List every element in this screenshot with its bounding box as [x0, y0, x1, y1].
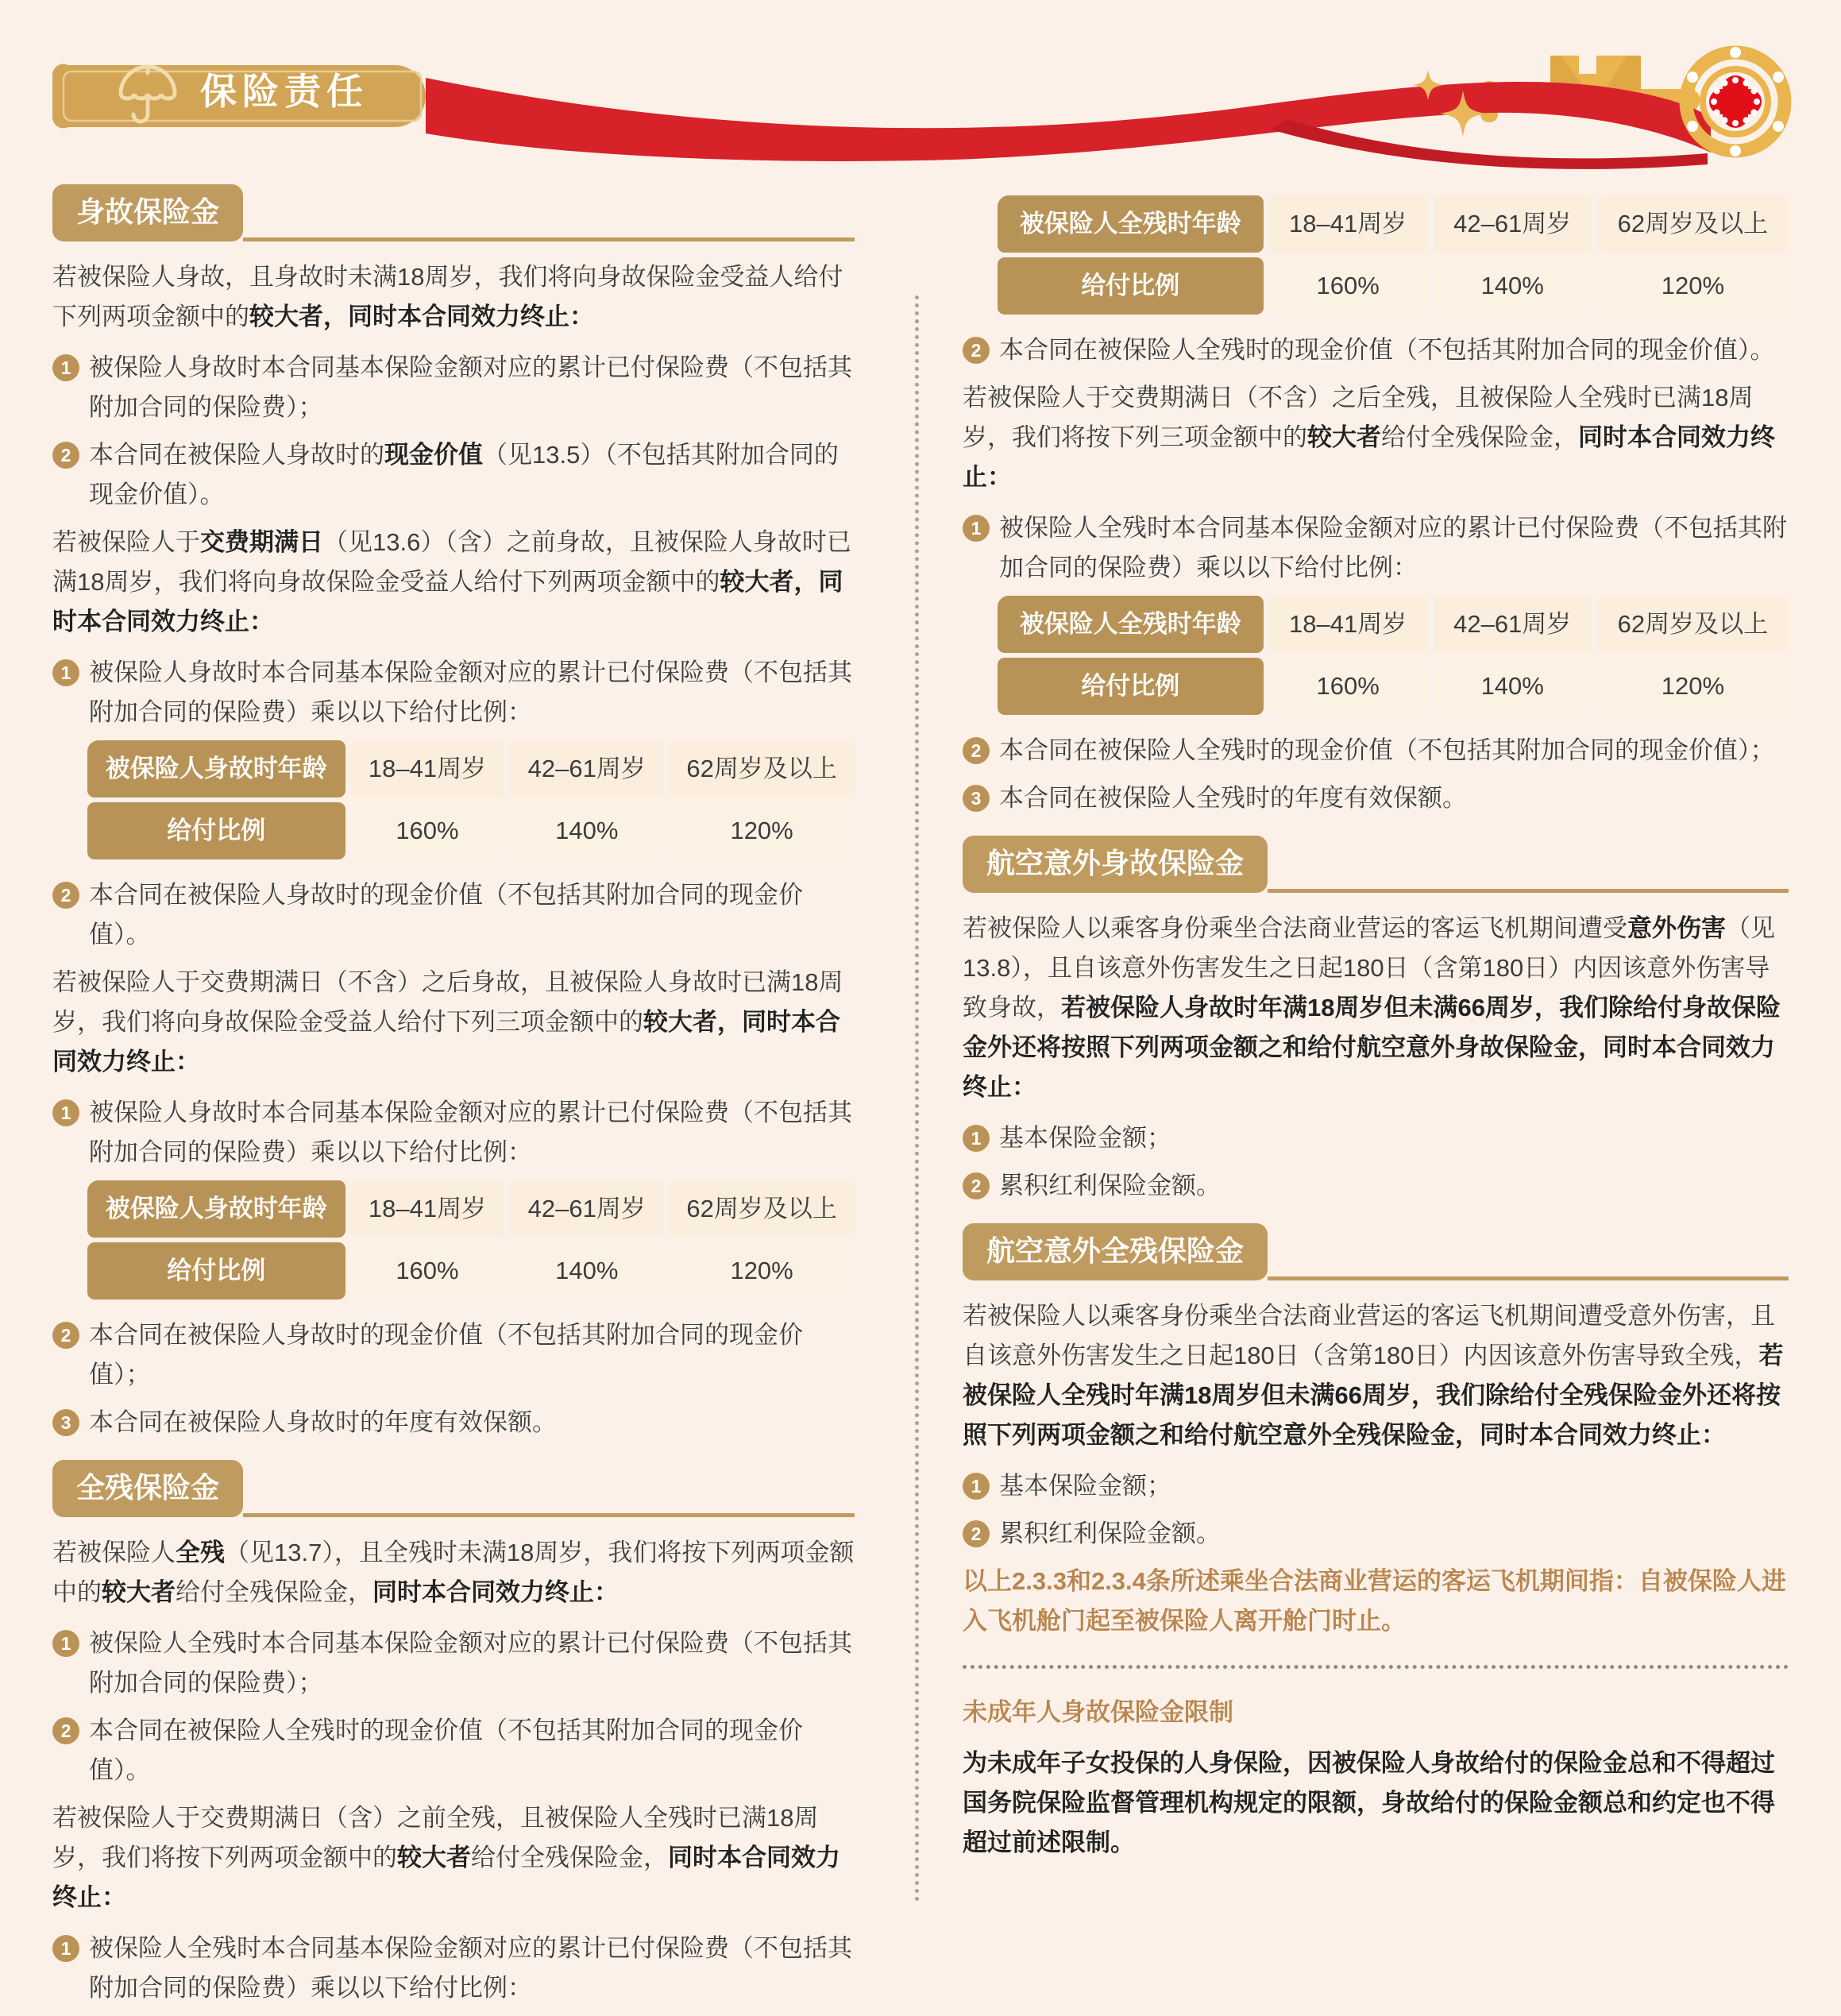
table-cell: 160%	[350, 802, 505, 859]
table-cell: 18–41周岁	[350, 740, 505, 798]
text-segment: 较大者，同时本合同效力终止：	[249, 303, 594, 330]
table-cell: 140%	[509, 1242, 664, 1300]
list-item-text	[89, 875, 855, 955]
table-header-cell: 给付比例	[998, 658, 1264, 715]
table-cell: 42–61周岁	[1433, 596, 1592, 653]
list-number-badge: 1	[52, 659, 79, 686]
list-number-badge: 1	[52, 354, 79, 381]
text-segment: 意外伤害	[1627, 914, 1726, 942]
section-heading	[963, 836, 1789, 893]
text-segment: 全残	[176, 1539, 225, 1566]
list-number-badge: 2	[52, 1717, 79, 1744]
table-header-cell: 给付比例	[87, 802, 345, 859]
section-heading-rule	[243, 238, 855, 241]
table-header-cell: 被保险人身故时年龄	[87, 740, 345, 798]
list-item-text	[999, 1118, 1789, 1158]
text-segment: 若被保险人	[52, 1539, 176, 1566]
list-item	[963, 330, 1789, 370]
section-heading-rule	[1268, 1276, 1789, 1280]
text-segment: 若被保险人于	[52, 528, 200, 556]
table-cell: 140%	[1433, 658, 1592, 715]
paragraph	[963, 909, 1789, 1107]
list-item	[52, 435, 855, 515]
text-segment: 较大者	[1307, 423, 1381, 451]
list-item	[52, 1711, 855, 1790]
text-segment: 本合同在被保险人身故时的现金价值（不包括其附加合同的现金价值）；	[89, 1321, 803, 1388]
text-segment: 累积红利保险金额。	[999, 1520, 1221, 1547]
table-cell: 62周岁及以上	[1597, 195, 1789, 253]
table-row	[87, 1242, 855, 1300]
text-segment: 被保险人身故时本合同基本保险金额对应的累计已付保险费（不包括其附加合同的保险费）乘以以下给付比例：	[89, 1099, 852, 1166]
list-item-text	[89, 653, 855, 732]
text-segment: （见13.7），且全残时未满18周岁，我们将按下列两项金额中的	[52, 1539, 855, 1606]
text-segment: 本合同在被保险人身故时的现金价值（不包括其附加合同的现金价值）。	[89, 881, 803, 948]
text-segment: 同时本合同效力终止：	[372, 1578, 619, 1606]
list-item	[963, 1466, 1789, 1506]
text-segment: 若被保险人于交费期满日（不含）之后身故，且被保险人身故时已满18周岁，我们将向身故保险金受益人给付下列三项金额中的	[52, 968, 843, 1036]
text-segment: 被保险人全残时本合同基本保险金额对应的累计已付保险费（不包括其附加合同的保险费）乘以以下给付比例：	[89, 1934, 852, 2002]
column-divider	[915, 295, 919, 1902]
table-cell: 62周岁及以上	[669, 1180, 855, 1238]
list-item-text	[999, 778, 1789, 818]
list-number-badge: 1	[963, 1125, 990, 1152]
list-number-badge: 3	[52, 1409, 79, 1436]
text-segment: 给付全残保险金，	[471, 1844, 668, 1871]
text-segment: 同时本合同效力终止：	[963, 423, 1775, 491]
section-heading-badge: 航空意外全残保险金	[963, 1223, 1268, 1280]
table-cell: 140%	[1433, 257, 1592, 315]
list-number-badge: 1	[52, 1630, 79, 1657]
list-item	[52, 1315, 855, 1395]
list-item-text	[999, 731, 1789, 770]
text-segment: （见13.6）（含）之前身故，且被保险人身故时已满18周岁，我们将向身故保险金受益人给付下列两项金额中的	[52, 528, 851, 596]
text-segment: 基本保险金额；	[999, 1472, 1171, 1500]
table-cell: 42–61周岁	[509, 740, 664, 798]
table-row	[87, 1180, 855, 1238]
list-item	[52, 1929, 855, 2008]
list-item-text	[89, 1711, 855, 1790]
text-segment: 同时本合同效力终止：	[52, 1844, 840, 1911]
list-number-badge: 2	[52, 882, 79, 909]
list-item-text	[999, 330, 1789, 370]
table-cell: 120%	[1597, 257, 1789, 315]
text-segment: 若被保险人以乘客身份乘坐合法商业营运的客运飞机期间遭受意外伤害，且自该意外伤害发生之日起180日（含第180日）内因该意外伤害导致全残，	[963, 1302, 1775, 1369]
text-segment: 被保险人全残时本合同基本保险金额对应的累计已付保险费（不包括其附加合同的保险费）；	[89, 1629, 852, 1697]
paragraph	[963, 1296, 1789, 1455]
table-header-cell: 给付比例	[87, 1242, 345, 1300]
table-row	[87, 802, 855, 859]
list-number-badge: 1	[52, 1099, 79, 1126]
paragraph	[52, 523, 855, 642]
dotted-divider	[963, 1665, 1789, 1669]
list-number-badge: 2	[963, 1172, 990, 1199]
list-number-badge: 3	[963, 785, 990, 812]
payout-ratio-table	[998, 195, 1789, 315]
list-item	[52, 1403, 855, 1442]
table-row	[998, 195, 1789, 253]
list-item	[963, 508, 1789, 588]
paragraph	[52, 963, 855, 1082]
table-cell: 160%	[1268, 257, 1428, 315]
list-number-badge: 1	[963, 1473, 990, 1500]
list-item	[52, 1624, 855, 1703]
list-item-text	[999, 508, 1789, 588]
section-heading-rule	[243, 1513, 855, 1517]
text-segment: 被保险人全残时本合同基本保险金额对应的累计已付保险费（不包括其附加合同的保险费）乘以以下给付比例：	[999, 514, 1787, 581]
list-item-text	[89, 435, 855, 515]
list-item-text	[89, 1093, 855, 1172]
table-cell: 120%	[669, 802, 855, 859]
text-segment: （见13.5）（不包括其附加合同的现金价值）。	[89, 441, 839, 508]
list-item-text	[89, 1403, 855, 1442]
list-number-badge: 2	[52, 442, 79, 469]
table-row	[998, 658, 1789, 715]
list-item-text	[999, 1466, 1789, 1506]
section-heading-badge: 航空意外身故保险金	[963, 836, 1268, 893]
subsection-heading: 未成年人身故保险金限制	[963, 1698, 1233, 1726]
text-segment: 现金价值	[384, 441, 483, 469]
left-column	[52, 184, 855, 2016]
section-heading	[52, 1460, 855, 1517]
list-item-text	[999, 1514, 1789, 1554]
paragraph	[963, 1744, 1789, 1863]
list-item	[963, 1166, 1789, 1206]
text-segment: 给付全残保险金，	[1381, 423, 1578, 451]
paragraph	[52, 1798, 855, 1918]
table-header-cell: 给付比例	[998, 257, 1264, 315]
text-segment: 本合同在被保险人身故时的	[89, 441, 384, 469]
table-cell: 140%	[509, 802, 664, 859]
list-item-text	[89, 1315, 855, 1395]
text-segment: 若被保险人以乘客身份乘坐合法商业营运的客运飞机期间遭受	[963, 914, 1627, 942]
section-heading-badge: 全残保险金	[52, 1460, 243, 1517]
section-heading-badge: 身故保险金	[52, 184, 243, 241]
text-segment: 较大者，同时本合同效力终止：	[52, 568, 843, 635]
text-segment: 被保险人身故时本合同基本保险金额对应的累计已付保险费（不包括其附加合同的保险费）；	[89, 353, 852, 421]
text-segment: 基本保险金额；	[999, 1124, 1171, 1152]
banner-title: 保险责任	[200, 71, 369, 112]
list-item	[52, 875, 855, 955]
text-segment: 被保险人身故时本合同基本保险金额对应的累计已付保险费（不包括其附加合同的保险费）乘以以下给付比例：	[89, 658, 852, 726]
payout-ratio-table	[998, 596, 1789, 715]
text-segment: 本合同在被保险人全残时的年度有效保额。	[999, 784, 1467, 812]
paragraph	[52, 1533, 855, 1612]
right-column	[963, 191, 1789, 1874]
list-number-badge: 2	[963, 1520, 990, 1547]
list-item	[963, 731, 1789, 770]
key-medal-ring	[1686, 47, 1785, 156]
text-segment: 本合同在被保险人全残时的现金价值（不包括其附加合同的现金价值）。	[89, 1717, 803, 1784]
list-number-badge: 1	[963, 515, 990, 542]
table-cell: 18–41周岁	[350, 1180, 505, 1238]
text-segment: 较大者	[102, 1578, 176, 1606]
list-item-text	[999, 1166, 1789, 1206]
page-banner	[0, 0, 1841, 183]
section-heading	[963, 1223, 1789, 1280]
table-cell: 18–41周岁	[1268, 596, 1428, 653]
list-item	[963, 778, 1789, 818]
list-number-badge: 2	[963, 737, 990, 764]
list-item	[963, 1118, 1789, 1158]
text-segment: 若被保险人于交费期满日（不含）之后全残，且被保险人全残时已满18周岁，我们将按下列三项金额中的	[963, 384, 1754, 451]
table-header-cell: 被保险人全残时年龄	[998, 596, 1264, 653]
text-segment: 若被保险人于交费期满日（含）之前全残，且被保险人全残时已满18周岁，我们将按下列两项金额中的	[52, 1804, 819, 1871]
list-item	[52, 653, 855, 732]
section-heading	[52, 184, 855, 241]
list-item-text	[89, 1929, 855, 2008]
notice-paragraph-gold	[963, 1562, 1789, 1641]
list-item-text	[89, 1624, 855, 1703]
list-item	[52, 348, 855, 427]
text-segment: 累积红利保险金额。	[999, 1172, 1221, 1199]
table-cell: 160%	[350, 1242, 505, 1300]
table-cell: 18–41周岁	[1268, 195, 1428, 253]
list-number-badge: 2	[963, 337, 990, 364]
table-cell: 42–61周岁	[509, 1180, 664, 1238]
list-item	[963, 1514, 1789, 1554]
text-segment: 为未成年子女投保的人身保险，因被保险人身故给付的保险金总和不得超过国务院保险监督管理机构规定的限额，身故给付的保险金额总和约定也不得超过前述限制。	[963, 1749, 1775, 1856]
text-segment: 较大者，同时本合同效力终止：	[52, 1008, 840, 1076]
list-number-badge: 1	[52, 1935, 79, 1962]
table-row	[998, 596, 1789, 653]
paragraph	[963, 378, 1789, 497]
table-cell: 42–61周岁	[1433, 195, 1592, 253]
payout-ratio-table	[87, 740, 855, 859]
section-heading-rule	[1268, 889, 1789, 893]
table-cell: 120%	[669, 1242, 855, 1300]
list-item	[52, 1093, 855, 1172]
text-segment: 交费期满日	[200, 528, 323, 556]
text-segment: 以上2.3.3和2.3.4条所述乘坐合法商业营运的客运飞机期间指：自被保险人进入飞机舱门起至被保险人离开舱门时止。	[963, 1567, 1786, 1635]
table-header-cell: 被保险人全残时年龄	[998, 195, 1264, 253]
text-segment: 给付全残保险金，	[176, 1578, 372, 1606]
table-cell: 62周岁及以上	[1597, 596, 1789, 653]
text-segment: 较大者	[397, 1844, 471, 1871]
text-segment: （见13.8），且自该意外伤害发生之日起180日（含第180日）内因该意外伤害导致身故，	[963, 914, 1775, 1022]
text-segment: 本合同在被保险人全残时的现金价值（不包括其附加合同的现金价值）；	[999, 736, 1775, 764]
table-cell: 62周岁及以上	[669, 740, 855, 798]
text-segment: 本合同在被保险人身故时的年度有效保额。	[89, 1408, 557, 1436]
table-cell: 120%	[1597, 658, 1789, 715]
list-number-badge: 2	[52, 1322, 79, 1349]
table-row	[87, 740, 855, 798]
payout-ratio-table	[87, 1180, 855, 1300]
list-item-text	[89, 348, 855, 427]
text-segment: 若被保险人身故时年满18周岁但未满66周岁，我们除给付身故保险金外还将按照下列两项金额之和给付航空意外身故保险金，同时本合同效力终止：	[963, 994, 1781, 1101]
text-segment: 若被保险人全残时年满18周岁但未满66周岁，我们除给付全残保险金外还将按照下列两项金额之和给付航空意外全残保险金，同时本合同效力终止：	[963, 1342, 1784, 1449]
table-cell: 160%	[1268, 658, 1428, 715]
paragraph	[52, 257, 855, 337]
text-segment: 本合同在被保险人全残时的现金价值（不包括其附加合同的现金价值）。	[999, 336, 1775, 364]
text-segment: 若被保险人身故，且身故时未满18周岁，我们将向身故保险金受益人给付下列两项金额中的	[52, 263, 843, 330]
table-row	[998, 257, 1789, 315]
table-header-cell: 被保险人身故时年龄	[87, 1180, 345, 1238]
